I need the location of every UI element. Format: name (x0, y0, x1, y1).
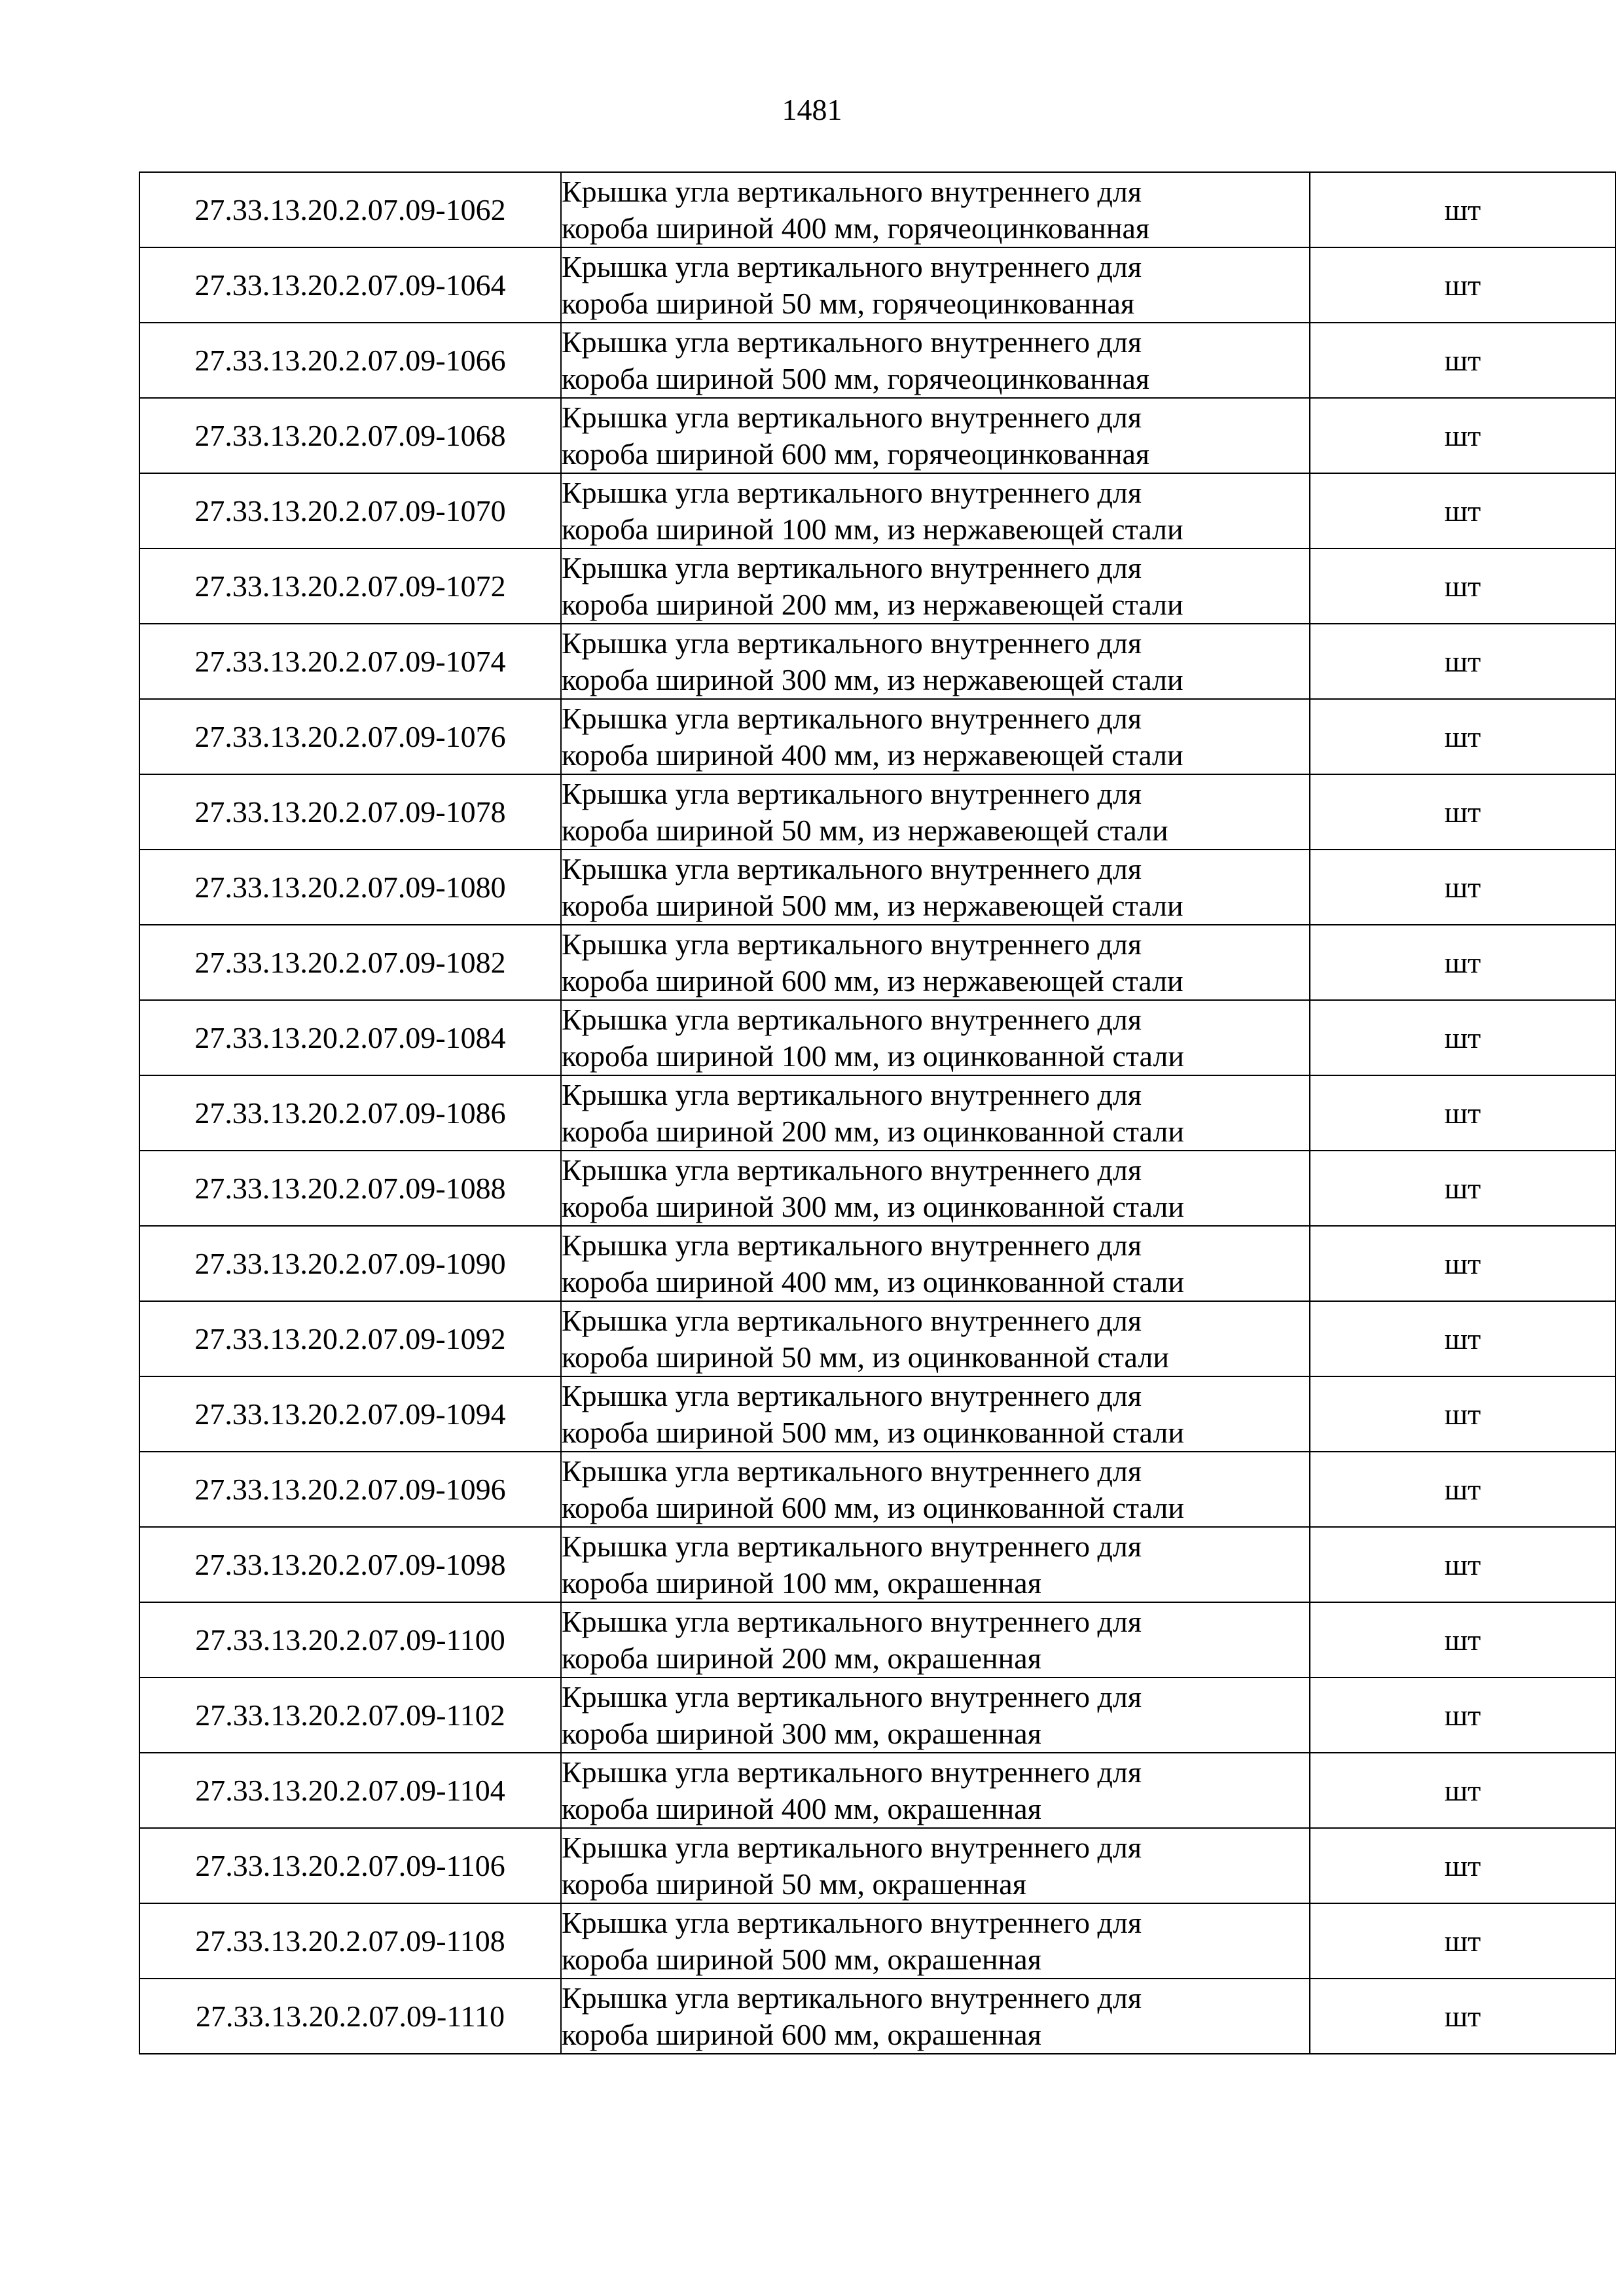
unit-cell: шт (1310, 323, 1615, 398)
resource-name-line-2: короба шириной 600 мм, горячеоцинкованная (562, 437, 1150, 471)
resource-name-line-1: Крышка угла вертикального внутреннего для (562, 1077, 1142, 1111)
resource-name-cell (561, 1301, 1310, 1376)
table-row (139, 1828, 1615, 1903)
resource-name-line-1: Крышка угла вертикального внутреннего для (562, 1303, 1142, 1337)
table-row (139, 473, 1615, 548)
resource-name-cell (561, 1000, 1310, 1075)
resource-code-cell: 27.33.13.20.2.07.09-1090 (139, 1226, 561, 1301)
unit-cell: шт (1310, 699, 1615, 774)
resource-code-cell: 27.33.13.20.2.07.09-1074 (139, 624, 561, 699)
resource-name-line-1: Крышка угла вертикального внутреннего для (562, 701, 1142, 735)
unit-cell: шт (1310, 774, 1615, 850)
table-row (139, 1979, 1615, 2054)
resource-name-cell (561, 1075, 1310, 1151)
resource-name-cell (561, 1677, 1310, 1753)
unit-cell: шт (1310, 247, 1615, 323)
resource-name-cell (561, 1376, 1310, 1452)
resource-name-line-2: короба шириной 300 мм, из оцинкованной стали (562, 1189, 1184, 1223)
resource-name-cell (561, 624, 1310, 699)
unit-cell: шт (1310, 1828, 1615, 1903)
resource-name-line-2: короба шириной 200 мм, из нержавеющей стали (562, 587, 1183, 621)
unit-cell: шт (1310, 548, 1615, 624)
resource-name-cell (561, 172, 1310, 247)
resource-code-cell: 27.33.13.20.2.07.09-1088 (139, 1151, 561, 1226)
resource-name-line-1: Крышка угла вертикального внутреннего для (562, 1981, 1142, 2015)
unit-cell: шт (1310, 850, 1615, 925)
resource-name-cell (561, 1979, 1310, 2054)
table-row (139, 548, 1615, 624)
table-row (139, 1753, 1615, 1828)
resource-name-line-1: Крышка угла вертикального внутреннего для (562, 249, 1142, 283)
resource-name-cell (561, 1602, 1310, 1677)
table-row (139, 247, 1615, 323)
resource-code-cell: 27.33.13.20.2.07.09-1082 (139, 925, 561, 1000)
resource-name-line-2: короба шириной 400 мм, окрашенная (562, 1791, 1041, 1825)
unit-cell: шт (1310, 398, 1615, 473)
unit-cell: шт (1310, 624, 1615, 699)
table-row (139, 1226, 1615, 1301)
resource-name-line-2: короба шириной 100 мм, из оцинкованной стали (562, 1039, 1184, 1073)
table-row (139, 1376, 1615, 1452)
table-row (139, 850, 1615, 925)
resource-code-cell: 27.33.13.20.2.07.09-1080 (139, 850, 561, 925)
unit-cell: шт (1310, 473, 1615, 548)
resource-name-line-1: Крышка угла вертикального внутреннего для (562, 174, 1142, 208)
resource-code-cell: 27.33.13.20.2.07.09-1078 (139, 774, 561, 850)
resource-name-line-2: короба шириной 200 мм, из оцинкованной стали (562, 1114, 1184, 1148)
resource-name-line-1: Крышка угла вертикального внутреннего для (562, 1679, 1142, 1713)
resource-name-line-1: Крышка угла вертикального внутреннего для (562, 1378, 1142, 1412)
unit-cell: шт (1310, 172, 1615, 247)
unit-cell: шт (1310, 1075, 1615, 1151)
table-row (139, 1903, 1615, 1979)
resource-code-cell: 27.33.13.20.2.07.09-1064 (139, 247, 561, 323)
resource-name-line-2: короба шириной 600 мм, окрашенная (562, 2017, 1041, 2051)
resource-code-cell: 27.33.13.20.2.07.09-1062 (139, 172, 561, 247)
table-row (139, 1527, 1615, 1602)
unit-cell: шт (1310, 1376, 1615, 1452)
resource-name-cell (561, 473, 1310, 548)
resource-name-cell (561, 1452, 1310, 1527)
resource-code-cell: 27.33.13.20.2.07.09-1068 (139, 398, 561, 473)
resource-code-cell: 27.33.13.20.2.07.09-1110 (139, 1979, 561, 2054)
resource-name-line-2: короба шириной 500 мм, из оцинкованной стали (562, 1415, 1184, 1449)
resource-name-line-2: короба шириной 300 мм, из нержавеющей стали (562, 662, 1183, 696)
resource-code-cell: 27.33.13.20.2.07.09-1072 (139, 548, 561, 624)
resource-name-line-2: короба шириной 50 мм, окрашенная (562, 1867, 1026, 1901)
resource-name-line-2: короба шириной 50 мм, из нержавеющей стали (562, 813, 1168, 847)
table-row (139, 925, 1615, 1000)
resource-name-line-2: короба шириной 500 мм, из нержавеющей стали (562, 888, 1183, 922)
table-row (139, 1677, 1615, 1753)
resource-code-cell: 27.33.13.20.2.07.09-1094 (139, 1376, 561, 1452)
resource-code-cell: 27.33.13.20.2.07.09-1106 (139, 1828, 561, 1903)
resource-name-line-1: Крышка угла вертикального внутреннего для (562, 1604, 1142, 1638)
resource-name-line-1: Крышка угла вертикального внутреннего для (562, 1755, 1142, 1789)
resource-name-line-1: Крышка угла вертикального внутреннего для (562, 776, 1142, 810)
table-row (139, 323, 1615, 398)
resource-code-cell: 27.33.13.20.2.07.09-1104 (139, 1753, 561, 1828)
resource-name-line-1: Крышка угла вертикального внутреннего для (562, 1905, 1142, 1939)
resource-name-line-1: Крышка угла вертикального внутреннего для (562, 1830, 1142, 1864)
resource-code-cell: 27.33.13.20.2.07.09-1108 (139, 1903, 561, 1979)
resource-code-cell: 27.33.13.20.2.07.09-1076 (139, 699, 561, 774)
resource-name-line-2: короба шириной 600 мм, из нержавеющей стали (562, 963, 1183, 997)
resource-name-cell (561, 1527, 1310, 1602)
table-row (139, 1075, 1615, 1151)
resource-name-cell (561, 774, 1310, 850)
resource-name-line-1: Крышка угла вертикального внутреннего для (562, 1002, 1142, 1036)
unit-cell: шт (1310, 1000, 1615, 1075)
unit-cell: шт (1310, 1903, 1615, 1979)
table-row (139, 398, 1615, 473)
resource-code-cell: 27.33.13.20.2.07.09-1096 (139, 1452, 561, 1527)
resource-name-line-1: Крышка угла вертикального внутреннего для (562, 626, 1142, 660)
resource-name-line-2: короба шириной 400 мм, из нержавеющей стали (562, 738, 1183, 772)
unit-cell: шт (1310, 1753, 1615, 1828)
resource-name-line-1: Крышка угла вертикального внутреннего для (562, 550, 1142, 584)
table-row (139, 774, 1615, 850)
table-row (139, 172, 1615, 247)
resource-code-cell: 27.33.13.20.2.07.09-1066 (139, 323, 561, 398)
resource-code-cell: 27.33.13.20.2.07.09-1070 (139, 473, 561, 548)
resource-name-line-2: короба шириной 400 мм, из оцинкованной стали (562, 1265, 1184, 1299)
resource-name-line-2: короба шириной 400 мм, горячеоцинкованная (562, 211, 1150, 245)
table-row (139, 1301, 1615, 1376)
resource-code-cell: 27.33.13.20.2.07.09-1100 (139, 1602, 561, 1677)
resource-code-cell: 27.33.13.20.2.07.09-1098 (139, 1527, 561, 1602)
table-row (139, 699, 1615, 774)
resource-code-cell: 27.33.13.20.2.07.09-1086 (139, 1075, 561, 1151)
unit-cell: шт (1310, 925, 1615, 1000)
resource-name-line-2: короба шириной 100 мм, окрашенная (562, 1566, 1041, 1600)
resource-name-line-1: Крышка угла вертикального внутреннего для (562, 1153, 1142, 1187)
resource-code-cell: 27.33.13.20.2.07.09-1102 (139, 1677, 561, 1753)
resource-name-line-2: короба шириной 100 мм, из нержавеющей стали (562, 512, 1183, 546)
resource-name-cell (561, 1828, 1310, 1903)
resource-name-line-1: Крышка угла вертикального внутреннего для (562, 1454, 1142, 1488)
table-row (139, 1602, 1615, 1677)
resource-name-cell (561, 925, 1310, 1000)
table-row (139, 1151, 1615, 1226)
resource-name-line-2: короба шириной 200 мм, окрашенная (562, 1641, 1041, 1675)
unit-cell: шт (1310, 1979, 1615, 2054)
resource-name-cell (561, 247, 1310, 323)
resource-name-cell (561, 323, 1310, 398)
resource-name-cell (561, 850, 1310, 925)
resource-name-cell (561, 1903, 1310, 1979)
resource-name-cell (561, 398, 1310, 473)
resource-name-line-1: Крышка угла вертикального внутреннего для (562, 1228, 1142, 1262)
resource-name-cell (561, 1226, 1310, 1301)
resource-name-line-1: Крышка угла вертикального внутреннего для (562, 1529, 1142, 1563)
resource-code-cell: 27.33.13.20.2.07.09-1084 (139, 1000, 561, 1075)
resource-name-cell (561, 548, 1310, 624)
resource-name-line-1: Крышка угла вертикального внутреннего для (562, 325, 1142, 359)
unit-cell: шт (1310, 1452, 1615, 1527)
specification-table-body (139, 172, 1615, 2054)
unit-cell: шт (1310, 1301, 1615, 1376)
resource-name-cell (561, 1753, 1310, 1828)
unit-cell: шт (1310, 1226, 1615, 1301)
resource-name-cell (561, 1151, 1310, 1226)
resource-name-line-2: короба шириной 500 мм, окрашенная (562, 1942, 1041, 1976)
table-row (139, 624, 1615, 699)
resource-name-line-2: короба шириной 50 мм, горячеоцинкованная (562, 286, 1135, 320)
unit-cell: шт (1310, 1602, 1615, 1677)
unit-cell: шт (1310, 1677, 1615, 1753)
resource-name-line-1: Крышка угла вертикального внутреннего для (562, 852, 1142, 886)
resource-name-line-1: Крышка угла вертикального внутреннего для (562, 475, 1142, 509)
unit-cell: шт (1310, 1151, 1615, 1226)
resource-name-line-1: Крышка угла вертикального внутреннего для (562, 927, 1142, 961)
resource-name-line-2: короба шириной 50 мм, из оцинкованной стали (562, 1340, 1169, 1374)
resource-name-line-2: короба шириной 500 мм, горячеоцинкованная (562, 361, 1150, 395)
resource-name-line-1: Крышка угла вертикального внутреннего для (562, 400, 1142, 434)
unit-cell: шт (1310, 1527, 1615, 1602)
page-number: 1481 (782, 93, 842, 126)
resource-name-line-2: короба шириной 300 мм, окрашенная (562, 1716, 1041, 1750)
table-row (139, 1000, 1615, 1075)
specification-table (139, 171, 1616, 2054)
table-row (139, 1452, 1615, 1527)
resource-name-cell (561, 699, 1310, 774)
resource-code-cell: 27.33.13.20.2.07.09-1092 (139, 1301, 561, 1376)
resource-name-line-2: короба шириной 600 мм, из оцинкованной стали (562, 1490, 1184, 1524)
